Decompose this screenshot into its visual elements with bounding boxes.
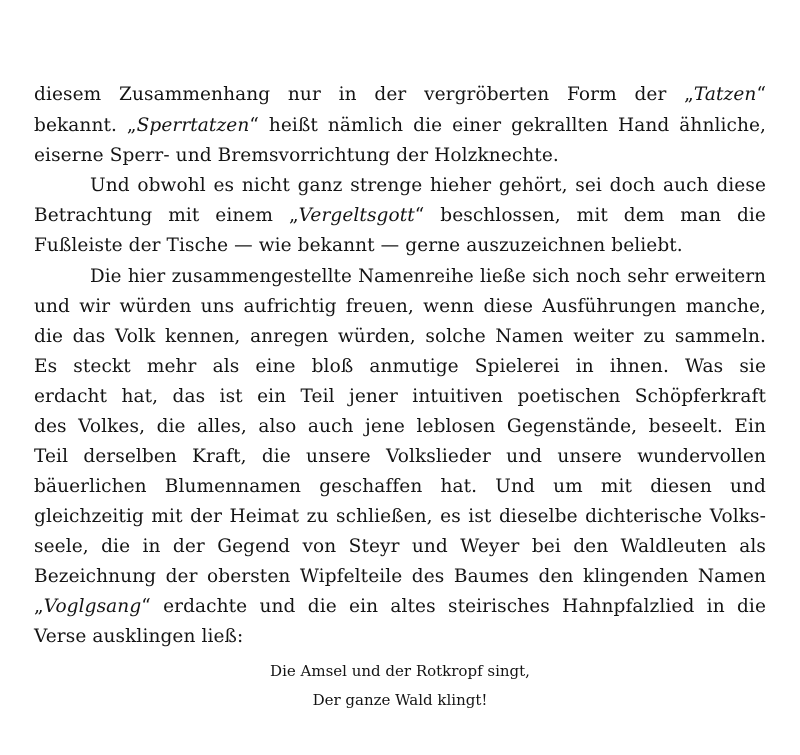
text-line: „Voglgsang“ erdachte und die ein altes steirisches Hahnpfalzlied in die [34, 596, 766, 617]
text-line: bäuerlichen Blumennamen geschaffen hat. Und um mit diesen und [34, 476, 766, 497]
text-line: bekannt. „Sperrtatzen“ heißt nämlich die einer gekrallten Hand ähnliche, [34, 115, 766, 136]
text-line: eiserne Sperr- und Bremsvorrichtung der Holzknechte. [34, 145, 559, 166]
text-line: Fußleiste der Tische — wie bekannt — gerne auszuzeichnen beliebt. [34, 235, 683, 256]
text-line: und wir würden uns aufrichtig freuen, wenn diese Ausführungen manche, [34, 296, 766, 317]
emphasized-term: Voglgsang [43, 596, 142, 617]
text-line: Teil derselben Kraft, die unsere Volkslieder und unsere wundervollen [34, 446, 766, 467]
emphasized-term: Sperrtatzen [136, 115, 250, 136]
text-line: Verse ausklingen ließ: [34, 626, 244, 647]
text-line: seele, die in der Gegend von Steyr und Weyer bei den Waldleuten als [34, 536, 766, 557]
emphasized-term: Tatzen [693, 84, 757, 105]
text-line: des Volkes, die alles, also auch jene leblosen Gegenstände, beseelt. Ein [34, 416, 766, 437]
verse-line: Die Amsel und der Rotkropf singt, [270, 662, 530, 680]
verse-line: Der ganze Wald klingt! [312, 691, 488, 709]
text-line: Bezeichnung der obersten Wipfelteile des Baumes den klingenden Namen [34, 566, 766, 587]
text-line: Die hier zusammengestellte Namenreihe ließe sich noch sehr erweitern [90, 266, 766, 287]
emphasized-term: Vergeltsgott [298, 205, 415, 226]
text-line: die das Volk kennen, anregen würden, solche Namen weiter zu sammeln. [34, 326, 766, 347]
text-line: Es steckt mehr als eine bloß anmutige Spielerei in ihnen. Was sie [34, 356, 766, 377]
text-line: gleichzeitig mit der Heimat zu schließen, es ist dieselbe dichterische Volks- [34, 506, 766, 527]
text-line: Und obwohl es nicht ganz strenge hieher gehört, sei doch auch diese [90, 175, 766, 196]
text-line: diesem Zusammenhang nur in der vergröberten Form der „Tatzen“ [34, 84, 766, 105]
text-line: erdacht hat, das ist ein Teil jener intuitiven poetischen Schöpferkraft [34, 386, 766, 407]
text-line: Betrachtung mit einem „Vergeltsgott“ beschlossen, mit dem man die [34, 205, 766, 226]
